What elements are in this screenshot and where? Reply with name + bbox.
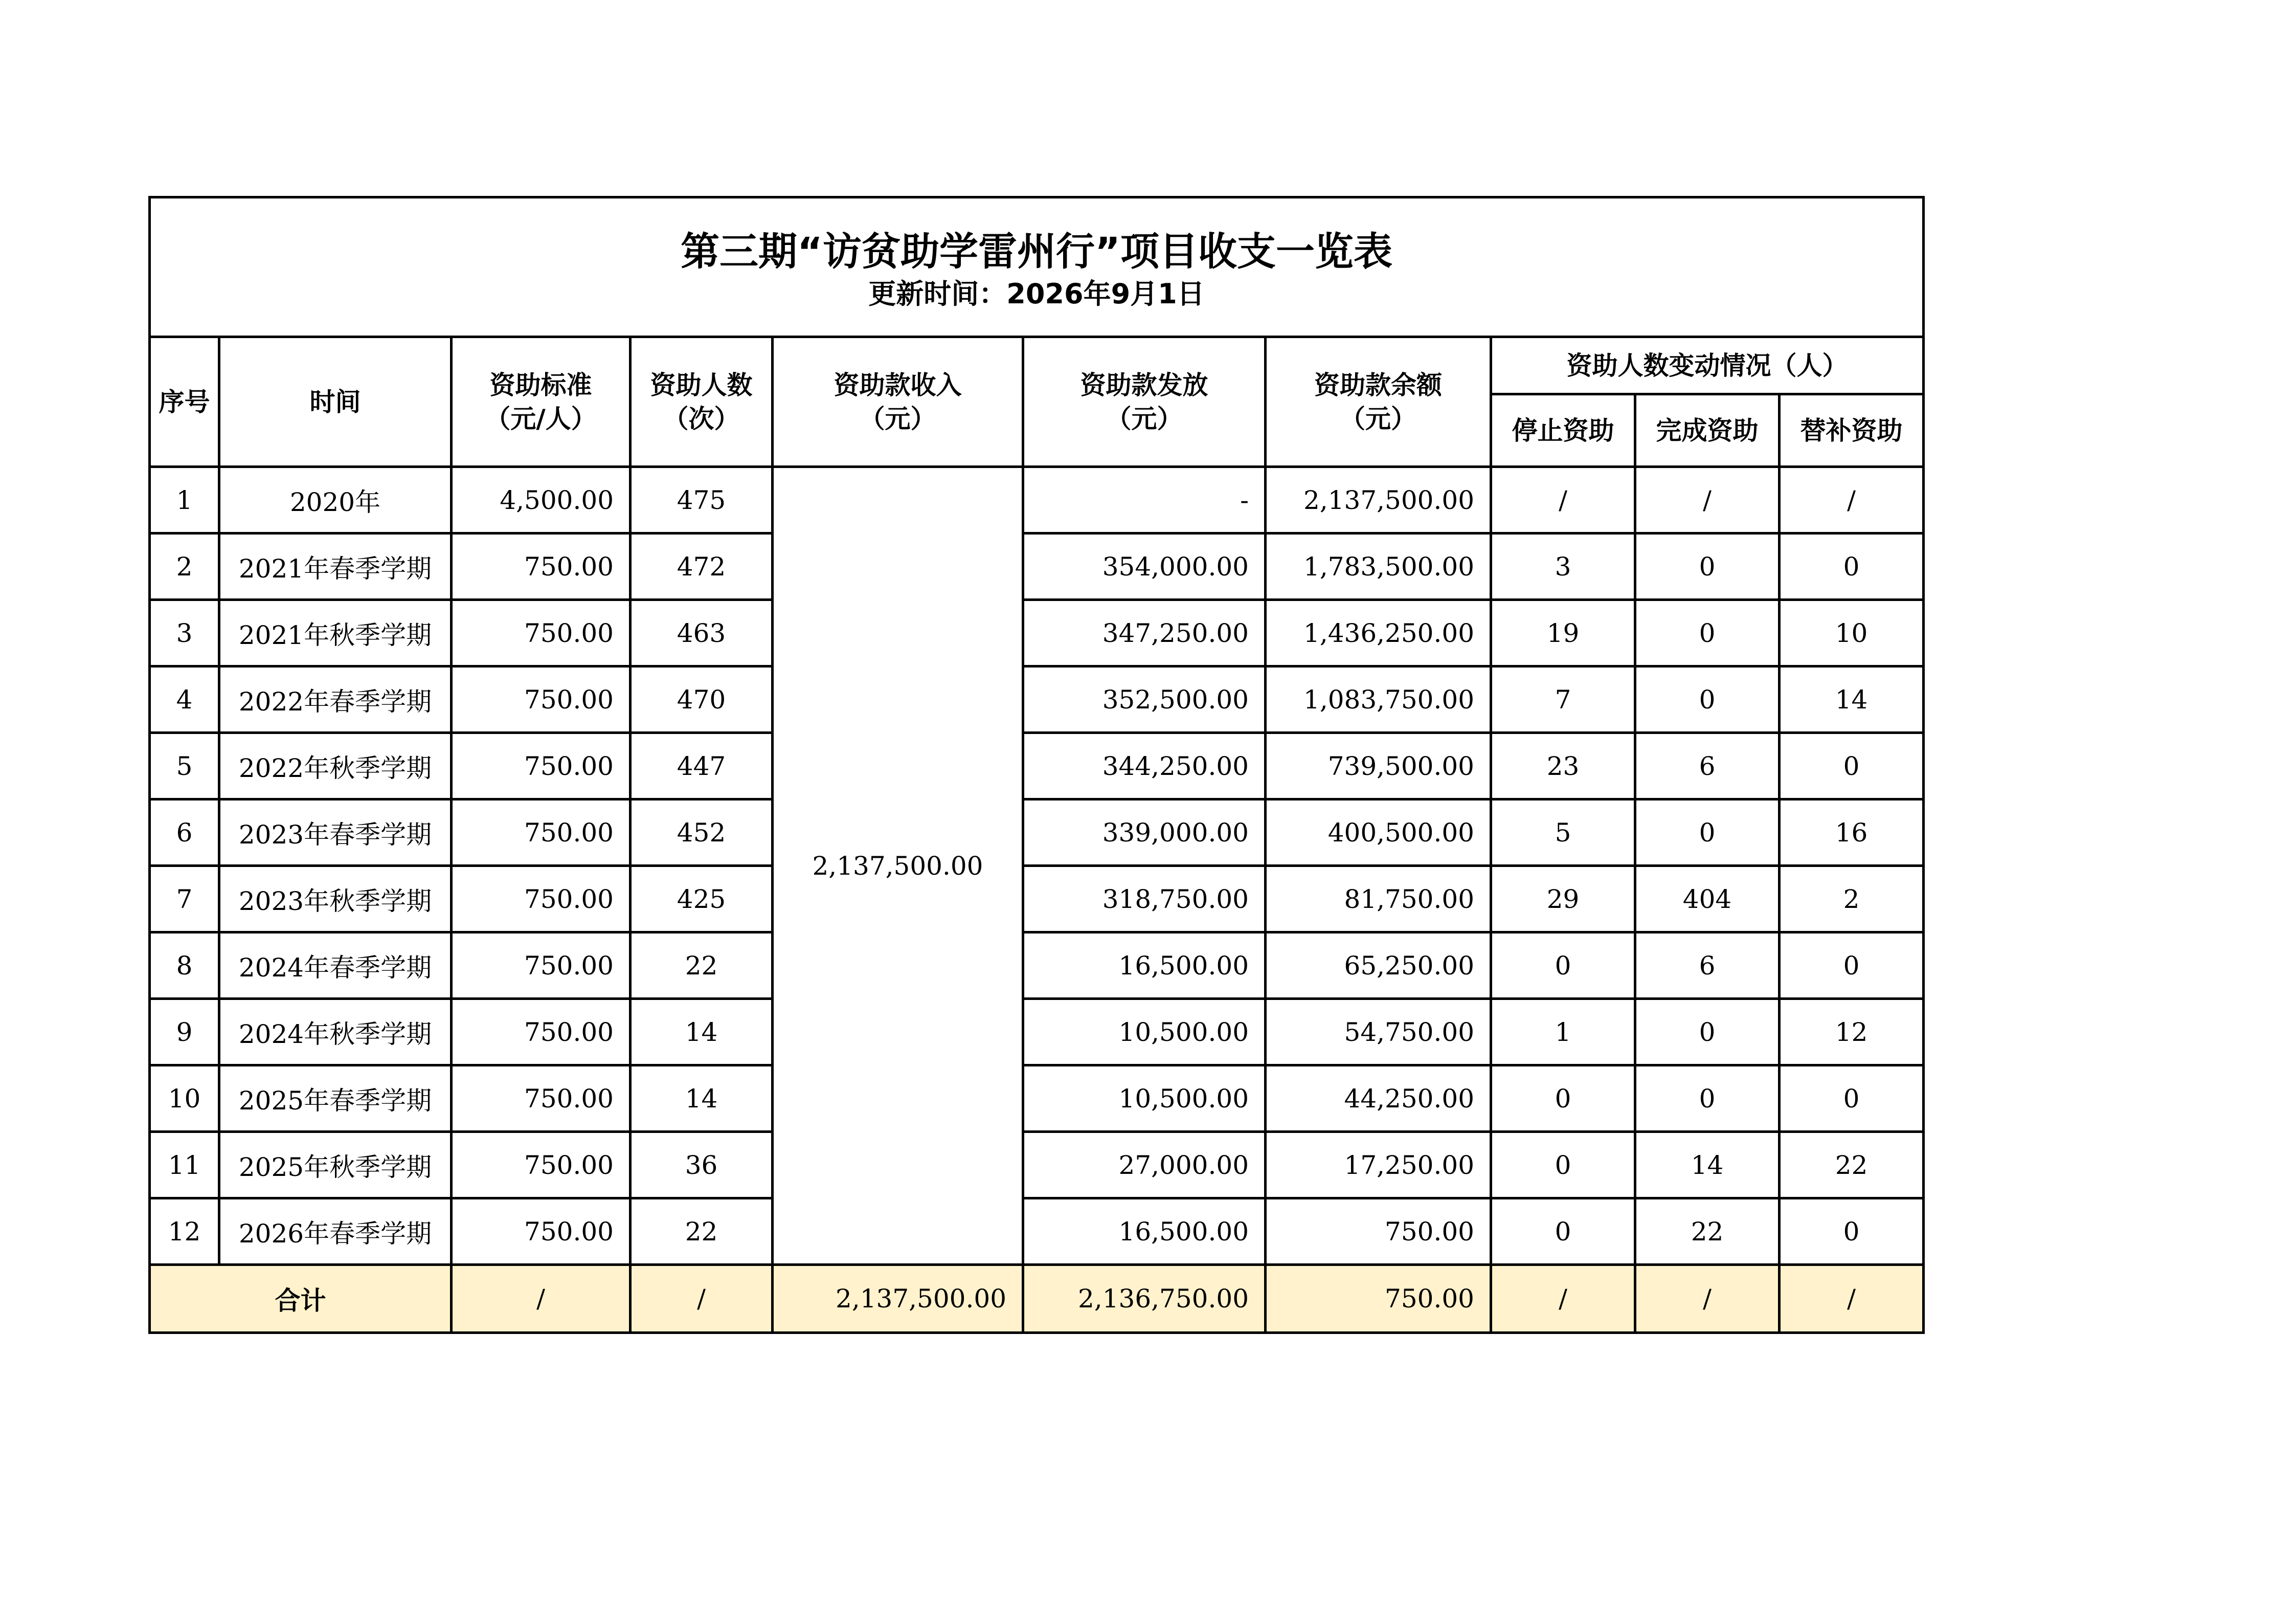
- cell-standard[interactable]: 750.00: [452, 866, 631, 932]
- cell-completed[interactable]: 0: [1635, 600, 1780, 666]
- cell-balance[interactable]: 17,250.00: [1266, 1132, 1491, 1198]
- cell-seq[interactable]: 9: [150, 999, 219, 1065]
- cell-time[interactable]: 2023年春季学期: [219, 799, 452, 866]
- cell-balance[interactable]: 1,083,750.00: [1266, 666, 1491, 733]
- header-persons-line1: 资助人数: [650, 370, 753, 400]
- cell-standard[interactable]: 750.00: [452, 1132, 631, 1198]
- cell-balance[interactable]: 1,436,250.00: [1266, 600, 1491, 666]
- cell-stopped[interactable]: 29: [1491, 866, 1635, 932]
- cell-replaced[interactable]: 14: [1780, 666, 1924, 733]
- cell-seq[interactable]: 6: [150, 799, 219, 866]
- cell-time[interactable]: 2021年秋季学期: [219, 600, 452, 666]
- cell-payout[interactable]: 352,500.00: [1023, 666, 1266, 733]
- table-row: [150, 932, 1924, 999]
- total-payout[interactable]: 2,136,750.00: [1023, 1265, 1266, 1333]
- total-label[interactable]: 合计: [150, 1265, 452, 1333]
- cell-persons[interactable]: 36: [631, 1132, 773, 1198]
- cell-income-merged[interactable]: 2,137,500.00: [773, 467, 1023, 1265]
- cell-completed[interactable]: 0: [1635, 533, 1780, 600]
- cell-stopped[interactable]: 0: [1491, 1065, 1635, 1132]
- cell-payout[interactable]: 16,500.00: [1023, 1198, 1266, 1265]
- header-income-line1: 资助款收入: [834, 370, 962, 400]
- cell-seq[interactable]: 2: [150, 533, 219, 600]
- cell-payout[interactable]: 318,750.00: [1023, 866, 1266, 932]
- spreadsheet-sheet: [148, 196, 1922, 1334]
- cell-persons[interactable]: 22: [631, 1198, 773, 1265]
- header-time[interactable]: 时间: [219, 337, 452, 467]
- cell-replaced[interactable]: 10: [1780, 600, 1924, 666]
- cell-time[interactable]: 2025年春季学期: [219, 1065, 452, 1132]
- cell-payout[interactable]: 16,500.00: [1023, 932, 1266, 999]
- table-row: [150, 666, 1924, 733]
- header-income[interactable]: [773, 337, 1023, 467]
- cell-payout[interactable]: 339,000.00: [1023, 799, 1266, 866]
- cell-persons[interactable]: 425: [631, 866, 773, 932]
- cell-stopped[interactable]: 5: [1491, 799, 1635, 866]
- total-persons[interactable]: /: [631, 1265, 773, 1333]
- cell-completed[interactable]: 6: [1635, 733, 1780, 799]
- cell-standard[interactable]: 750.00: [452, 999, 631, 1065]
- header-balance-line2: （元）: [1340, 404, 1416, 434]
- total-balance[interactable]: 750.00: [1266, 1265, 1491, 1333]
- cell-standard[interactable]: 750.00: [452, 1065, 631, 1132]
- cell-persons[interactable]: 14: [631, 1065, 773, 1132]
- cell-seq[interactable]: 12: [150, 1198, 219, 1265]
- cell-persons[interactable]: 470: [631, 666, 773, 733]
- cell-replaced[interactable]: 0: [1780, 1198, 1924, 1265]
- cell-balance[interactable]: 2,137,500.00: [1266, 467, 1491, 533]
- cell-replaced[interactable]: 2: [1780, 866, 1924, 932]
- table-row: [150, 999, 1924, 1065]
- cell-balance[interactable]: 1,783,500.00: [1266, 533, 1491, 600]
- cell-seq[interactable]: 8: [150, 932, 219, 999]
- cell-seq[interactable]: 1: [150, 467, 219, 533]
- header-change-group[interactable]: 资助人数变动情况（人）: [1491, 337, 1924, 394]
- header-standard-line2: （元/人）: [485, 404, 597, 434]
- cell-seq[interactable]: 3: [150, 600, 219, 666]
- cell-replaced[interactable]: 0: [1780, 932, 1924, 999]
- table-row: [150, 733, 1924, 799]
- cell-seq[interactable]: 4: [150, 666, 219, 733]
- cell-stopped[interactable]: 0: [1491, 1132, 1635, 1198]
- title-cell[interactable]: [150, 197, 1924, 337]
- cell-standard[interactable]: 750.00: [452, 1198, 631, 1265]
- cell-standard[interactable]: 750.00: [452, 932, 631, 999]
- header-balance[interactable]: [1266, 337, 1491, 467]
- total-replaced[interactable]: /: [1780, 1265, 1924, 1333]
- table-row: [150, 467, 1924, 533]
- cell-standard[interactable]: 750.00: [452, 799, 631, 866]
- cell-standard[interactable]: 750.00: [452, 533, 631, 600]
- cell-completed[interactable]: 0: [1635, 666, 1780, 733]
- cell-persons[interactable]: 14: [631, 999, 773, 1065]
- cell-replaced[interactable]: 16: [1780, 799, 1924, 866]
- cell-persons[interactable]: 472: [631, 533, 773, 600]
- cell-stopped[interactable]: 23: [1491, 733, 1635, 799]
- cell-balance[interactable]: 65,250.00: [1266, 932, 1491, 999]
- cell-seq[interactable]: 5: [150, 733, 219, 799]
- cell-time[interactable]: 2024年春季学期: [219, 932, 452, 999]
- cell-balance[interactable]: 750.00: [1266, 1198, 1491, 1265]
- cell-standard[interactable]: 750.00: [452, 666, 631, 733]
- table-row: [150, 799, 1924, 866]
- header-row-top: [150, 337, 1924, 394]
- header-income-line2: （元）: [859, 404, 936, 434]
- cell-completed[interactable]: 0: [1635, 999, 1780, 1065]
- header-payout-line2: （元）: [1106, 404, 1183, 434]
- cell-completed[interactable]: /: [1635, 467, 1780, 533]
- table-row: [150, 600, 1924, 666]
- cell-balance[interactable]: 44,250.00: [1266, 1065, 1491, 1132]
- cell-stopped[interactable]: 0: [1491, 1198, 1635, 1265]
- header-persons-line2: （次）: [663, 404, 740, 434]
- header-standard[interactable]: [452, 337, 631, 467]
- total-standard[interactable]: /: [452, 1265, 631, 1333]
- cell-payout[interactable]: 27,000.00: [1023, 1132, 1266, 1198]
- header-payout[interactable]: [1023, 337, 1266, 467]
- cell-completed[interactable]: 14: [1635, 1132, 1780, 1198]
- cell-persons[interactable]: 447: [631, 733, 773, 799]
- income-expense-table: [148, 196, 1925, 1334]
- cell-payout[interactable]: 347,250.00: [1023, 600, 1266, 666]
- update-time: 更新时间：2026年9月1日: [868, 278, 1205, 310]
- header-replaced[interactable]: 替补资助: [1780, 394, 1924, 467]
- title-row: [150, 197, 1924, 337]
- cell-payout[interactable]: 10,500.00: [1023, 1065, 1266, 1132]
- cell-balance[interactable]: 54,750.00: [1266, 999, 1491, 1065]
- cell-seq[interactable]: 7: [150, 866, 219, 932]
- cell-completed[interactable]: 6: [1635, 932, 1780, 999]
- total-income[interactable]: 2,137,500.00: [773, 1265, 1023, 1333]
- header-payout-line1: 资助款发放: [1080, 370, 1208, 400]
- cell-replaced[interactable]: 0: [1780, 1065, 1924, 1132]
- cell-completed[interactable]: 0: [1635, 799, 1780, 866]
- table-row: [150, 866, 1924, 932]
- cell-stopped[interactable]: 19: [1491, 600, 1635, 666]
- cell-time[interactable]: 2021年春季学期: [219, 533, 452, 600]
- cell-seq[interactable]: 11: [150, 1132, 219, 1198]
- total-stopped[interactable]: /: [1491, 1265, 1635, 1333]
- cell-time[interactable]: 2023年秋季学期: [219, 866, 452, 932]
- cell-persons[interactable]: 463: [631, 600, 773, 666]
- header-seq[interactable]: 序号: [150, 337, 219, 467]
- cell-stopped[interactable]: 3: [1491, 533, 1635, 600]
- cell-completed[interactable]: 22: [1635, 1198, 1780, 1265]
- cell-balance[interactable]: 739,500.00: [1266, 733, 1491, 799]
- cell-time[interactable]: 2022年秋季学期: [219, 733, 452, 799]
- cell-stopped[interactable]: 1: [1491, 999, 1635, 1065]
- cell-time[interactable]: 2026年春季学期: [219, 1198, 452, 1265]
- table-row: [150, 1198, 1924, 1265]
- cell-payout[interactable]: 344,250.00: [1023, 733, 1266, 799]
- cell-time[interactable]: 2025年秋季学期: [219, 1132, 452, 1198]
- cell-completed[interactable]: 404: [1635, 866, 1780, 932]
- header-completed[interactable]: 完成资助: [1635, 394, 1780, 467]
- cell-replaced[interactable]: 12: [1780, 999, 1924, 1065]
- cell-payout[interactable]: 354,000.00: [1023, 533, 1266, 600]
- cell-completed[interactable]: 0: [1635, 1065, 1780, 1132]
- cell-replaced[interactable]: 22: [1780, 1132, 1924, 1198]
- cell-stopped[interactable]: 0: [1491, 932, 1635, 999]
- cell-standard[interactable]: 750.00: [452, 733, 631, 799]
- cell-time[interactable]: 2022年春季学期: [219, 666, 452, 733]
- cell-time[interactable]: 2020年: [219, 467, 452, 533]
- cell-persons[interactable]: 452: [631, 799, 773, 866]
- cell-replaced[interactable]: 0: [1780, 533, 1924, 600]
- cell-replaced[interactable]: 0: [1780, 733, 1924, 799]
- cell-persons[interactable]: 475: [631, 467, 773, 533]
- cell-standard[interactable]: 4,500.00: [452, 467, 631, 533]
- cell-balance[interactable]: 81,750.00: [1266, 866, 1491, 932]
- cell-balance[interactable]: 400,500.00: [1266, 799, 1491, 866]
- cell-replaced[interactable]: /: [1780, 467, 1924, 533]
- cell-stopped[interactable]: /: [1491, 467, 1635, 533]
- table-row: [150, 533, 1924, 600]
- header-balance-line1: 资助款余额: [1314, 370, 1442, 400]
- table-title: 第三期“访贫助学雷州行”项目收支一览表: [681, 229, 1392, 274]
- cell-time[interactable]: 2024年秋季学期: [219, 999, 452, 1065]
- header-standard-line1: 资助标准: [489, 370, 592, 400]
- total-completed[interactable]: /: [1635, 1265, 1780, 1333]
- table-row: [150, 1065, 1924, 1132]
- cell-payout[interactable]: -: [1023, 467, 1266, 533]
- cell-stopped[interactable]: 7: [1491, 666, 1635, 733]
- cell-standard[interactable]: 750.00: [452, 600, 631, 666]
- cell-persons[interactable]: 22: [631, 932, 773, 999]
- header-stopped[interactable]: 停止资助: [1491, 394, 1635, 467]
- total-row: [150, 1265, 1924, 1333]
- cell-payout[interactable]: 10,500.00: [1023, 999, 1266, 1065]
- cell-seq[interactable]: 10: [150, 1065, 219, 1132]
- table-row: [150, 1132, 1924, 1198]
- header-persons[interactable]: [631, 337, 773, 467]
